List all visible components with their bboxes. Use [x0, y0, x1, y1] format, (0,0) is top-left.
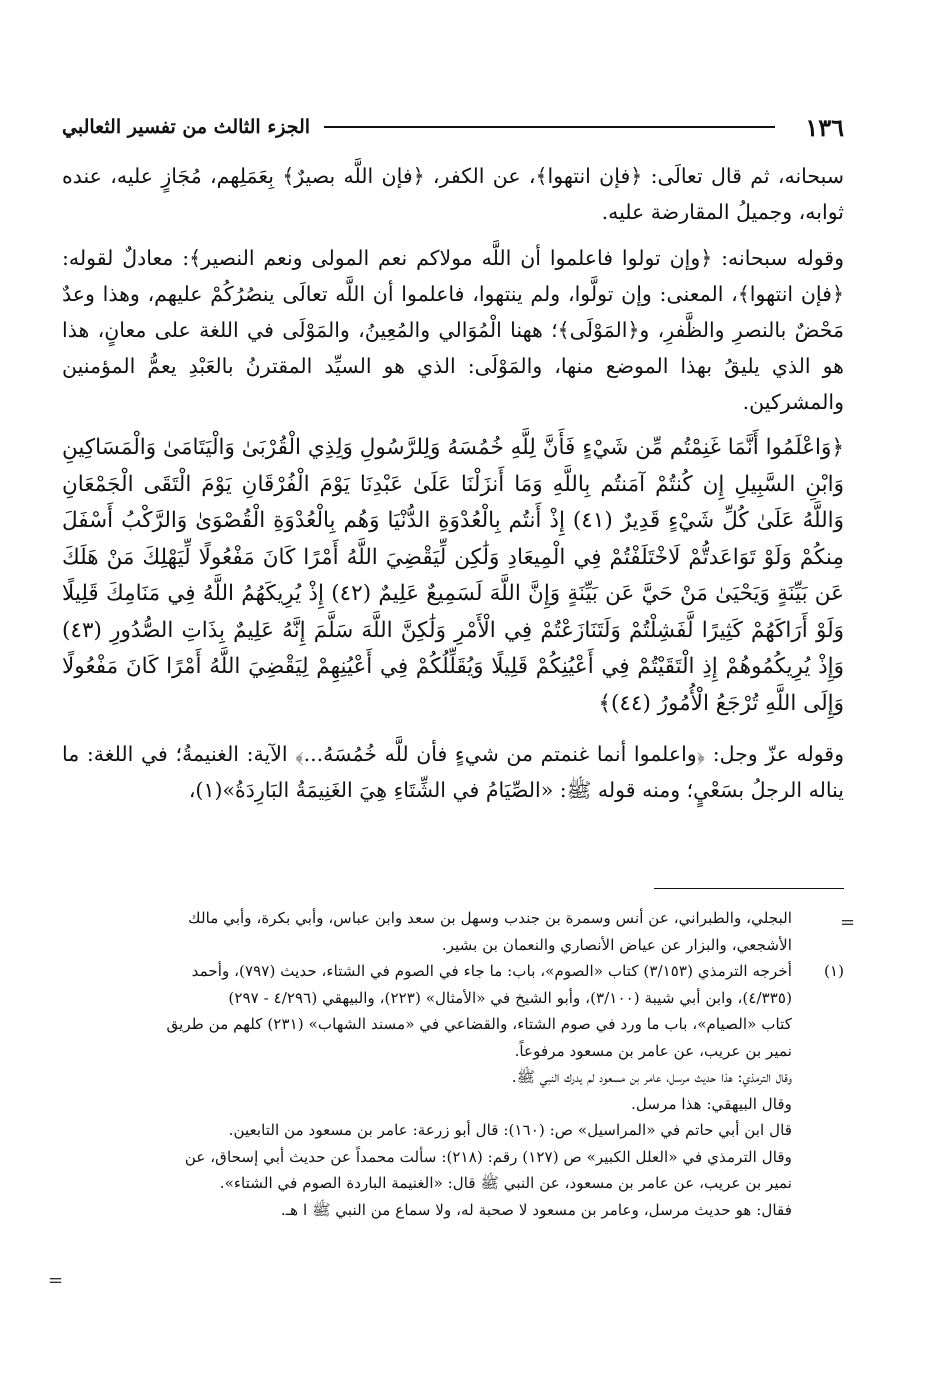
footnote-number: (١): [823, 962, 844, 980]
footnote-line: وقال البيهقي: هذا مرسل.: [631, 1094, 792, 1113]
footnote-line: (٤/٣٣٥)، وابن أبي شيبة (٣/١٠٠)، وأبو الشيخ في «الأمثال» (٢٢٣)، والبيهقي (٤/٢٩٦ - ٢٩٧): [228, 988, 792, 1007]
footnotes: [62, 905, 844, 1223]
footnote-1: [62, 958, 844, 985]
continuation-mark: =: [840, 912, 856, 933]
paragraph-1: سبحانه، ثم قال تعالَى: ﴿فإن انتهوا﴾، عن الكفر، ﴿فإن اللَّه بصيرٌ﴾ بِعَمَلِهم، مُجَازٍ عليه، عنده ثوابه، وجميلُ المقارضة عليه.: [62, 164, 844, 224]
footnote-line: قال ابن أبي حاتم في «المراسيل» ص: (١٦٠): قال أبو زرعة: عامر بن مسعود من التابعين.: [228, 1121, 792, 1139]
footnote-line: فقال: هو حديث مرسل، وعامر بن مسعود لا صحبة له، ولا سماع من النبي ﷺ ا هـ.: [280, 1200, 792, 1219]
footnote-cont-line: البجلي، والطبراني، عن أنس وسمرة بن جندب وسهل بن سعد وابن عباس، وأبي بكرة، وأبي مالك: [188, 909, 792, 927]
footnote-line: وقال الترمذي: هذا حديث مرسل، عامر بن مسعود لم يدرك النبي ﷺ.: [511, 1068, 792, 1086]
paragraph-2: وقوله سبحانه: ﴿وإن تولوا فاعلموا أن اللَّه مولاكم نعم المولى ونعم النصير﴾: معادلٌ لقوله: ﴿فإن انتهوا﴾، المعنى: وإن تولَّوا، ولم ينتهوا، فاعلموا أن اللَّه تعالَى ينصُرُكُمْ عليهم، وهذا وعدٌ مَحْضٌ بالنصرِ والظَّفرِ، و﴿المَوْلَى﴾؛ ههنا الْمُوَالي والمُعِينُ، والمَوْلَى في اللغة على معانٍ، هذا هو الذي يليقُ بهذا الموضع منها، والمَوْلَى: الذي هو السيِّد المقترنُ بالعَبْدِ يعمُّ المؤمنين والمشركين.: [62, 246, 844, 414]
footnote-line: نمير بن عريب، عن عامر بن مسعود مرفوعاً.: [514, 1041, 792, 1060]
page-number: ١٣٦: [805, 112, 844, 142]
running-title: الجزء الثالث من تفسير الثعالبي: [62, 116, 311, 138]
paragraph-3: وقوله عزّ وجل: ﴿واعلموا أنما غنمتم من شيءٍ فأن للَّه خُمُسَهُ...﴾ الآية: الغنيمةُ؛ في اللغة: ما يناله الرجلُ بسَعْيٍ؛ ومنه قوله ﷺ: «الصِّيَامُ في الشِّتَاءِ هِيَ الغَنِيمَةُ البَارِدَةُ»(١)،: [62, 742, 844, 802]
page-header: [62, 112, 844, 142]
quran-verses: ﴿وَاعْلَمُوا أَنَّمَا غَنِمْتُم مِّن شَيْءٍ فَأَنَّ لِلَّهِ خُمُسَهُ وَلِلرَّسُولِ وَلِذِي الْقُرْبَىٰ وَالْيَتَامَىٰ وَالْمَسَاكِينِ وَابْنِ السَّبِيلِ إِن كُنتُمْ آمَنتُم بِاللَّهِ وَمَا أَنزَلْنَا عَلَىٰ عَبْدِنَا يَوْمَ الْفُرْقَانِ يَوْمَ الْتَقَى الْجَمْعَانِ وَاللَّهُ عَلَىٰ كُلِّ شَيْءٍ قَدِيرٌ (٤١) إِذْ أَنتُم بِالْعُدْوَةِ الدُّنْيَا وَهُم بِالْعُدْوَةِ الْقُصْوَىٰ وَالرَّكْبُ أَسْفَلَ مِنكُمْ وَلَوْ تَوَاعَدتُّمْ لَاخْتَلَفْتُمْ فِي الْمِيعَادِ وَلَٰكِن لِّيَقْضِيَ اللَّهُ أَمْرًا كَانَ مَفْعُولًا لِّيَهْلِكَ مَنْ هَلَكَ عَن بَيِّنَةٍ وَيَحْيَىٰ مَنْ حَيَّ عَن بَيِّنَةٍ وَإِنَّ اللَّهَ لَسَمِيعٌ عَلِيمٌ (٤٢) إِذْ يُرِيكَهُمُ اللَّهُ فِي مَنَامِكَ قَلِيلًا وَلَوْ أَرَاكَهُمْ كَثِيرًا لَّفَشِلْتُمْ وَلَتَنَازَعْتُمْ فِي الْأَمْرِ وَلَٰكِنَّ اللَّهَ سَلَّمَ إِنَّهُ عَلِيمٌ بِذَاتِ الصُّدُورِ (٤٣) وَإِذْ يُرِيكُمُوهُمْ إِذِ الْتَقَيْتُمْ فِي أَعْيُنِكُمْ قَلِيلًا وَيُقَلِّلُكُمْ فِي أَعْيُنِهِمْ لِيَقْضِيَ اللَّهُ أَمْرًا كَانَ مَفْعُولًا وَإِلَى اللَّهِ تُرْجَعُ الْأُمُورُ (٤٤)﴾: [62, 435, 844, 716]
footnote-line: أخرجه الترمذي (٣/١٥٣) كتاب «الصوم»، باب: ما جاء في الصوم في الشتاء، حديث (٧٩٧)، وأحمد: [191, 962, 792, 980]
main-text: [62, 158, 844, 818]
bottom-mark: =: [48, 1270, 64, 1291]
footnote-line: كتاب «الصيام»، باب ما ورد في صوم الشتاء، والقضاعي في «مسند الشهاب» (٢٣١) كلهم من طريق: [166, 1015, 792, 1033]
footnote-divider: [654, 888, 844, 889]
footnote-line: وقال الترمذي في «العلل الكبير» ص (١٢٧) رقم: (٢١٨): سألت محمداً عن حديث أبي إسحاق، عن: [184, 1147, 792, 1166]
footnote-line: نمير بن عريب، عن عامر بن مسعود، عن النبي ﷺ قال: «الغنيمة الباردة الصوم في الشتاء».: [219, 1174, 792, 1192]
header-rule: [324, 126, 775, 128]
footnote-cont-line: الأشجعي، والبزار عن عياض الأنصاري والنعمان بن بشير.: [441, 935, 792, 954]
